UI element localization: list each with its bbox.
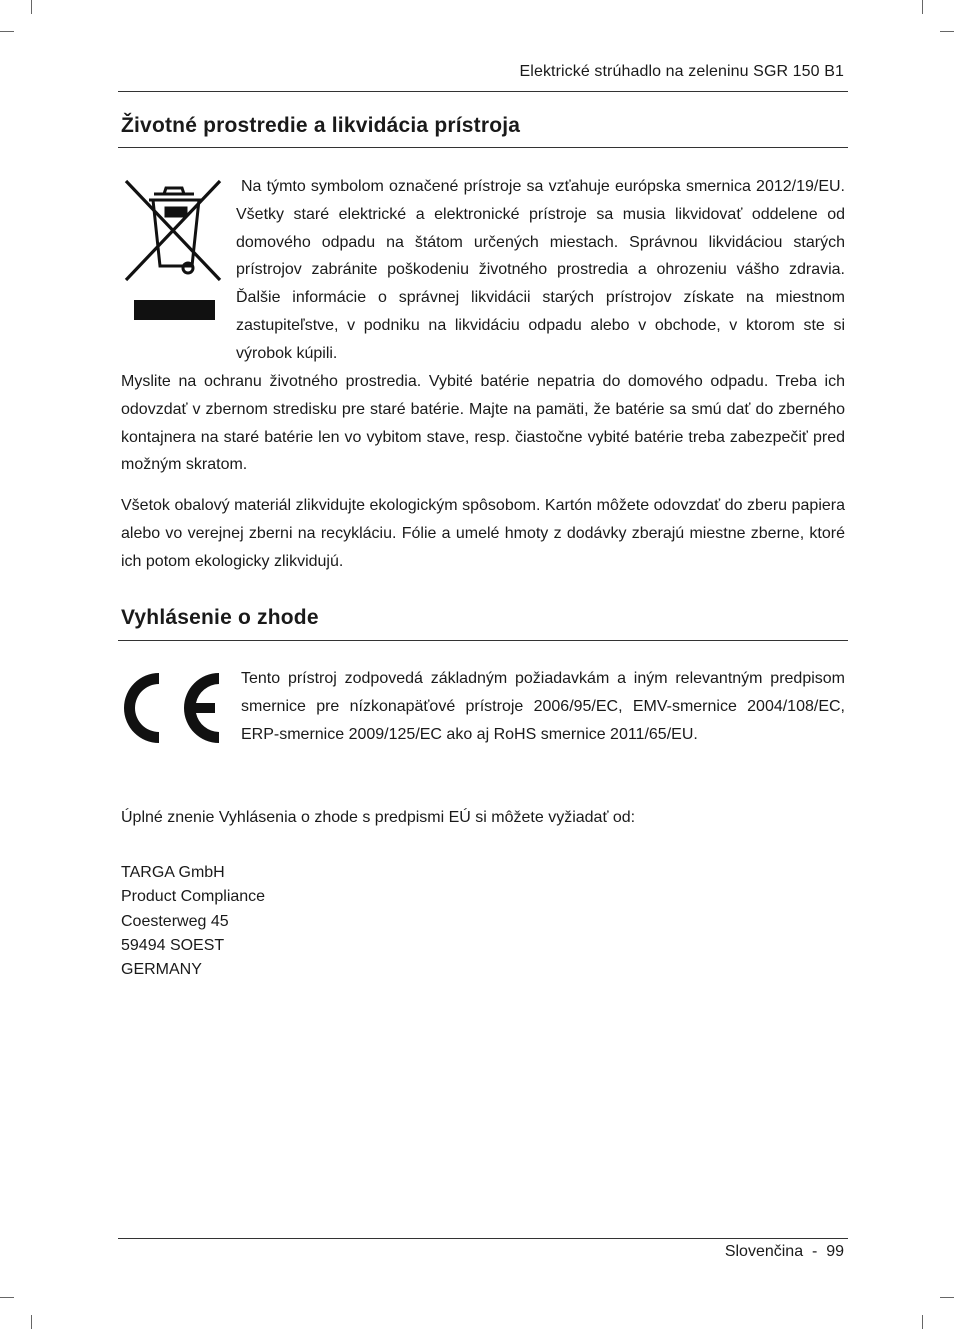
ce-mark-icon [119,670,223,746]
weee-paragraph: Na týmto symbolom označené prístroje sa vzťahuje európska smernica 2012/19/EU. Všetky staré elektrické a elektronické prístroje sa musia likvidovať oddelene od domového odpadu na štátom určených miestach. Správnou likvidáciou starých prístrojov zabránite poškodeniu životného prostredia a ohrozeniu vášho zdravia. Ďalšie informácie o správnej likvidácii starých prístrojov získate na miestnom zastupiteľstve, v podniku na likvidáciu odpadu alebo v obchode, v ktorom ste si výrobok kúpili. [236,178,845,362]
address-line: GERMANY [121,961,202,979]
crop-mark [31,0,32,14]
address-line: 59494 SOEST [121,936,225,954]
address-line: Product Compliance [121,888,266,906]
footer-rule [118,1238,848,1239]
section-rule [118,640,848,641]
battery-paragraph: Myslite na ochranu životného prostredia. Vybité batérie nepatria do domového odpadu. Treba ich odovzdať v zbernom stredisku pre staré batérie. Majte na pamäti, že batérie sa smú dať do zberného kontajnera na staré batérie len vo vybitom stave, resp. čiastočne vybité batérie treba zabezpečiť pred možným skratom. [121,373,845,474]
section-heading-conformity: Vyhlásenie o zhode [121,606,319,629]
running-header: Elektrické strúhadlo na zeleninu SGR 150 B1 [519,63,844,80]
section-heading-environment: Životné prostredie a likvidácia prístroja [121,114,521,137]
packaging-paragraph: Všetok obalový materiál zlikvidujte ekologickým spôsobom. Kartón môžete odovzdať do zberu papiera alebo vo verejnej zberni na recykláciu. Fólie a umelé hmoty z dodávky zberajú miestne zberne, ktoré ich potom ekologicky zlikvidujú. [121,497,845,570]
crop-mark [0,1297,14,1298]
page-number: Slovenčina - 99 [724,1243,844,1260]
crop-mark [922,0,923,14]
manufacturer-address [121,861,265,982]
address-line: TARGA GmbH [121,864,225,881]
declaration-request-text: Úplné znenie Vyhlásenia o zhode s predpismi EÚ si môžete vyžiadať od: [121,809,636,826]
crop-mark [31,1315,32,1329]
header-rule [118,91,848,92]
section-rule [118,147,848,148]
crop-mark [922,1315,923,1329]
address-line: Coesterweg 45 [121,912,229,930]
crossed-out-wheelie-bin-icon [124,178,224,323]
crop-mark [0,31,14,32]
crop-mark [940,1297,954,1298]
conformity-paragraph: Tento prístroj zodpovedá základným požiadavkám a iným relevantným predpisom smernice pre nízkonapäťové prístroje 2006/95/EC, EMV-smernice 2004/108/EC, ERP-smernice 2009/125/EC ako aj RoHS smernice 2011/65/EU. [241,670,845,743]
crop-mark [940,31,954,32]
